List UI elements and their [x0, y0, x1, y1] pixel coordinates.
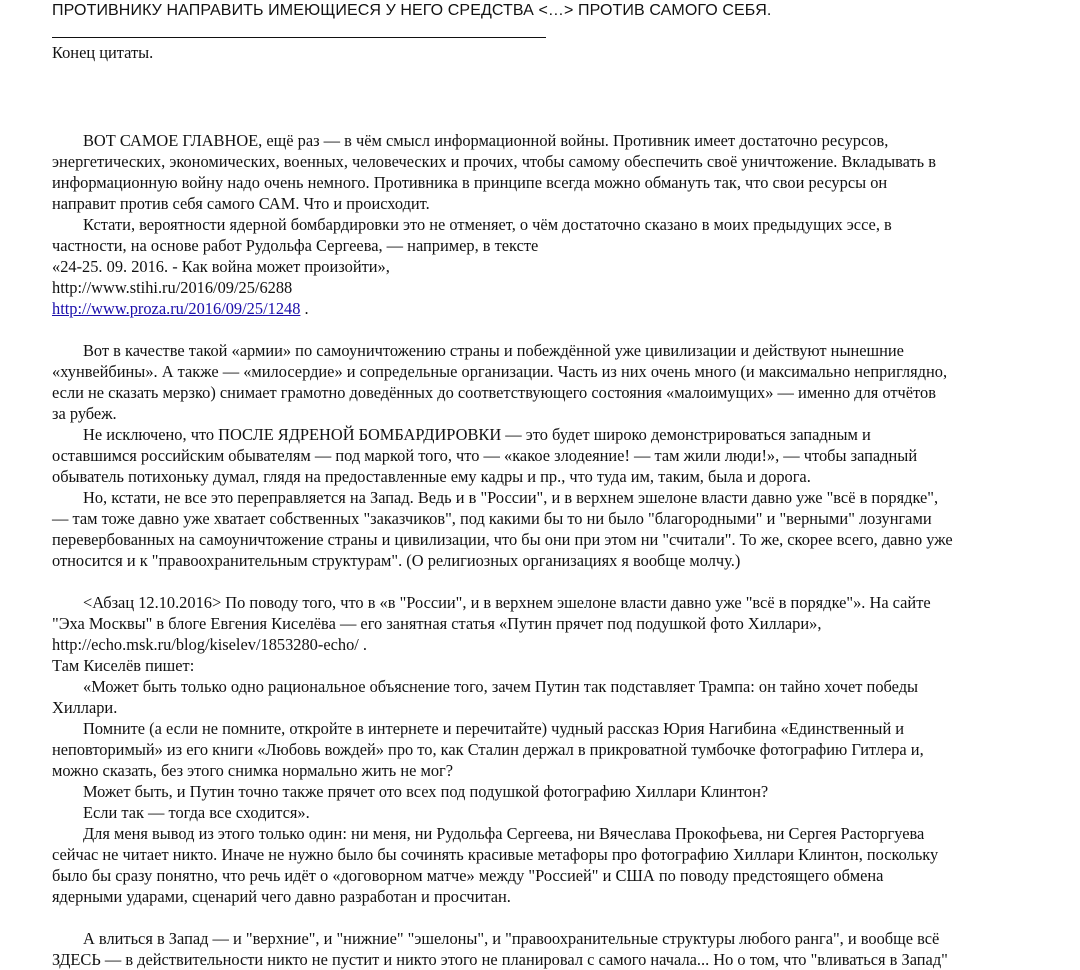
quote-closing-line: ПРОТИВНИКУ НАПРАВИТЬ ИМЕЮЩИЕСЯ У НЕГО СРЕДСТВА <…> ПРОТИВ САМОГО СЕБЯ. — [52, 2, 772, 19]
paragraph-line: если не сказать мерзко) снимает грамотно доведённых до соответствующего состояния «малоимущих» — именно для отчётов — [52, 383, 936, 402]
paragraph-line: ВОТ САМОЕ ГЛАВНОЕ, ещё раз — в чём смысл информационной войны. Противник имеет достаточно ресурсов, — [83, 131, 889, 150]
paragraph-line: Но, кстати, не все это переправляется на Запад. Ведь и в "России", и в верхнем эшелоне власти давно уже "всё в порядке", — [83, 488, 939, 507]
paragraph-line: Не исключено, что ПОСЛЕ ЯДРЕНОЙ БОМБАРДИРОВКИ — это будет широко демонстрироваться западным и — [83, 425, 871, 444]
quotation-kiselev — [52, 676, 1048, 823]
quote-line: «Может быть только одно рациональное объяснение того, зачем Путин так подставляет Трампа: он тайно хочет победы — [83, 677, 919, 696]
paragraph-line: информационную войну надо очень немного. Противника в принципе всегда можно обмануть так, что свои ресурсы он — [52, 173, 888, 192]
paragraph-line: Вот в качестве такой «армии» по самоуничтожению страны и побеждённой уже цивилизации и действуют нынешние — [83, 341, 904, 360]
paragraph-line: Там Киселёв пишет: — [52, 656, 195, 675]
paragraph-line: относится и к "правоохранительным структурам". (О религиозных организациях я вообще молчу.) — [52, 551, 741, 570]
quote-line: Помните (а если не помните, откройте в интернете и перечитайте) чудный рассказ Юрия Нагибина «Единственный и — [83, 719, 905, 738]
quote-line: Может быть, и Путин точно также прячет ото всех под подушкой фотографию Хиллари Клинтон? — [83, 782, 769, 801]
paragraph-line: "Эха Москвы" в блоге Евгения Киселёва — его занятная статья «Путин прячет под подушкой фото Хиллари», — [52, 614, 822, 633]
quote-line: Если так — тогда все сходится». — [83, 803, 310, 822]
paragraph-line: частности, на основе работ Рудольфа Сергеева, — например, в тексте — [52, 236, 539, 255]
paragraph-line: сейчас не читает никто. Иначе не нужно было бы сочинять красивые метафоры про фотографию Хиллари Клинтон, поскольку — [52, 845, 939, 864]
paragraph-line: А влиться в Запад — и "верхние", и "нижние" "эшелоны", и "правоохранительные структуры любого ранга", и вообще всё — [83, 929, 940, 948]
paragraph-line: «хунвейбины». А также — «милосердие» и сопредельные организации. Часть из них очень много (и максимально неприглядно, — [52, 362, 948, 381]
paragraph-line: энергетических, экономических, военных, человеческих и прочих, чтобы самому обеспечить своё уничтожение. Вкладывать в — [52, 152, 936, 171]
paragraph-line: ЗДЕСЬ — в действительности никто не пустит и никто этого не планировал с самого начала... Но о том, что "вливаться в Запад" — [52, 950, 948, 969]
article-body — [52, 0, 1048, 970]
paragraph-line: Для меня вывод из этого только один: ни меня, ни Рудольфа Сергеева, ни Вячеслава Прокофьева, ни Сергея Расторгуева — [83, 824, 925, 843]
paragraph-line: <Абзац 12.10.2016> По поводу того, что в «в "России", и в верхнем эшелоне власти давно уже "всё в порядке"». На сайте — [83, 593, 931, 612]
paragraph-nuclear-bombing — [52, 214, 1048, 319]
paragraph-addendum — [52, 592, 1048, 676]
paragraph-conclusion — [52, 823, 1048, 907]
reference-url-stihi: http://www.stihi.ru/2016/09/25/6288 — [52, 278, 293, 297]
echo-url: http://echo.msk.ru/blog/kiselev/1853280-echo/ . — [52, 635, 368, 654]
reference-link-proza[interactable]: http://www.proza.ru/2016/09/25/1248 — [52, 299, 301, 318]
paragraph-line: — там тоже давно уже хватает собственных "заказчиков", под какими бы то ни было "благородными" и "верными" лозунгами — [52, 509, 932, 528]
paragraph-line: оставшимся российским обывателям — под маркой того, что — «какое злодеяние! — там жили люди!», — чтобы западный — [52, 446, 918, 465]
paragraph-line: перевербованных на самоуничтожение страны и цивилизации, что бы они при этом ни "считали". То же, скорее всего, давно уже — [52, 530, 953, 549]
paragraph-line: было бы сразу понятно, что речь идёт о «договорном матче» между "Россией" и США по поводу предстоящего обмена — [52, 866, 884, 885]
reference-title: «24-25. 09. 2016. - Как война может произойти», — [52, 257, 390, 276]
end-of-quote: Конец цитаты. — [52, 43, 154, 62]
paragraph-west — [52, 487, 1048, 571]
paragraph-line: направит против себя самого САМ. Что и происходит. — [52, 194, 430, 213]
paragraph-line: ядерными ударами, сценарий чего давно разработан и просчитан. — [52, 887, 511, 906]
paragraph-after-bombing — [52, 424, 1048, 487]
paragraph-line: за рубеж. — [52, 404, 117, 423]
paragraph-line: Кстати, вероятности ядерной бомбардировки это не отменяет, о чём достаточно сказано в моих предыдущих эссе, в — [83, 215, 892, 234]
reference-url-proza-line — [52, 298, 1048, 319]
quote-line: можно сказать, без этого снимка нормально жить не мог? — [52, 761, 454, 780]
reference-link-suffix: . — [300, 299, 309, 318]
quote-line: неповторимый» из его книги «Любовь вождей» про то, как Сталин держал в прикроватной тумбочке фотографию Гитлера и, — [52, 740, 924, 759]
paragraph-army — [52, 340, 1048, 424]
paragraph-line: обыватель потихоньку думал, глядя на предоставленные ему кадры и пр., что туда им, таким, была и дорога. — [52, 467, 811, 486]
quote-line: Хиллари. — [52, 698, 118, 717]
paragraph-integration — [52, 928, 1048, 970]
paragraph-information-war — [52, 130, 1048, 214]
